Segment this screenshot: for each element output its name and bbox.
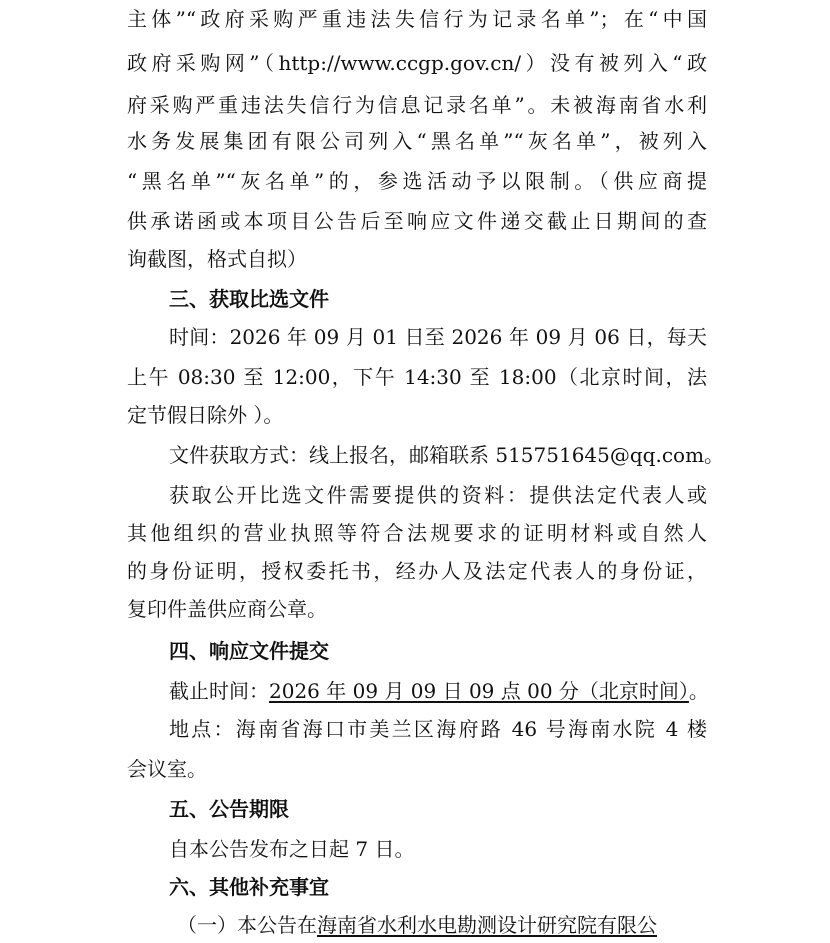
section-heading-submission: 四、响应文件提交 [169, 639, 329, 663]
text-line: 复印件盖供应商公章。 [127, 597, 327, 621]
text-line: 府采购严重违法失信行为信息记录名单”。未被海南省水利 [127, 93, 707, 117]
text-line: 自本公告发布之日起 7 日。 [169, 837, 415, 861]
text-line: 定节假日除外 ）。 [127, 403, 284, 427]
section-heading-obtain-documents: 三、获取比选文件 [169, 287, 329, 311]
text-line: 主体”“政府采购严重违法失信行为记录名单”；在“中国 [127, 7, 707, 31]
announcement-prefix: （一）本公告在 [177, 913, 317, 937]
text-line: 时间：2026 年 09 月 01 日至 2026 年 09 月 06 日，每天 [169, 325, 707, 349]
institute-name: 海南省水利水电勘测设计研究院有限公 [317, 913, 657, 937]
text-line: 获取公开比选文件需要提供的资料：提供法定代表人或 [169, 483, 707, 507]
text-line: 会议室。 [127, 757, 207, 781]
deadline-label: 截止时间： [169, 679, 269, 703]
announcement-line [177, 910, 657, 940]
text-line: “黑名单”“灰名单”的，参选活动予以限制。（供应商提 [127, 169, 707, 193]
text-line: 地点：海南省海口市美兰区海府路 46 号海南水院 4 楼 [169, 717, 707, 741]
text-line: 水务发展集团有限公司列入“黑名单”“灰名单”，被列入 [127, 129, 707, 153]
text-line: 询截图，格式自拟） [127, 247, 307, 271]
text-line: 文件获取方式：线上报名，邮箱联系 515751645@qq.com。 [169, 443, 725, 467]
section-heading-period: 五、公告期限 [169, 797, 289, 821]
deadline-value: 2026 年 09 月 09 日 09 点 00 分（北京时间） [269, 679, 689, 703]
text-line: 上午 08:30 至 12:00，下午 14:30 至 18:00（北京时间，法 [127, 365, 707, 389]
text-line: 政府采购网”（http://www.ccgp.gov.cn/）没有被列入“政 [127, 51, 707, 75]
text-line: 供承诺函或本项目公告后至响应文件递交截止日期间的查 [127, 209, 707, 233]
deadline-line [169, 676, 709, 706]
section-heading-other: 六、其他补充事宜 [169, 875, 329, 899]
text-line: 其他组织的营业执照等符合法规要求的证明材料或自然人 [127, 521, 707, 545]
deadline-end: 。 [688, 679, 709, 703]
text-line: 的身份证明，授权委托书，经办人及法定代表人的身份证， [127, 559, 707, 583]
